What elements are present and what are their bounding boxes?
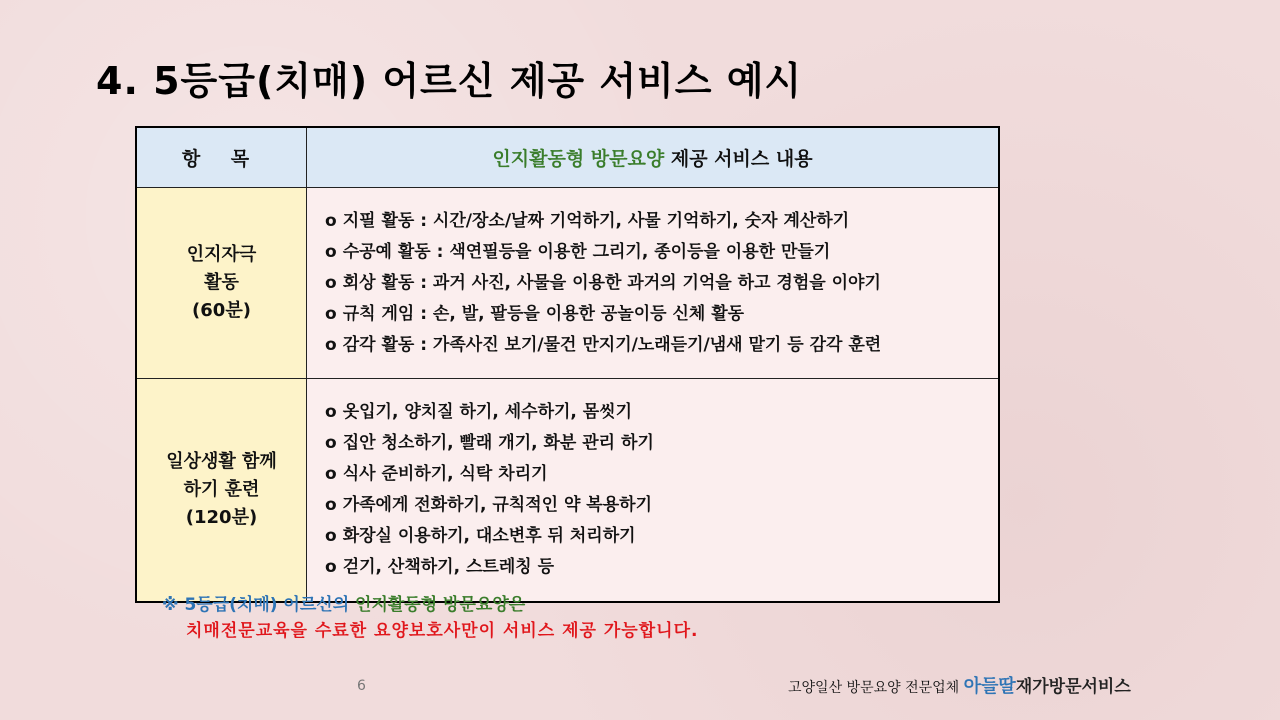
list-item: o 옷입기, 양치질 하기, 세수하기, 몸씻기 bbox=[325, 402, 633, 422]
footnote bbox=[162, 592, 698, 644]
page-number: 6 bbox=[357, 678, 366, 694]
page-title: 4. 5등급(치매) 어르신 제공 서비스 예시 bbox=[96, 59, 803, 103]
header-content-highlight: 인지활동형 방문요양 bbox=[492, 148, 665, 170]
list-item: o 가족에게 전화하기, 규칙적인 약 복용하기 bbox=[325, 495, 652, 515]
list-item: o 지필 활동 : 시간/장소/날짜 기억하기, 사물 기억하기, 숫자 계산하기 bbox=[325, 210, 850, 231]
table-row bbox=[136, 188, 999, 379]
service-table bbox=[135, 126, 1000, 603]
list-item: o 규칙 게임 : 손, 발, 팔등을 이용한 공놀이등 신체 활동 bbox=[325, 303, 745, 324]
list-item: o 걷기, 산책하기, 스트레칭 등 bbox=[325, 557, 555, 577]
row-item-label: 일상생활 함께 하기 훈련 (120분) bbox=[136, 379, 307, 603]
list-item: o 수공예 활동 : 색연필등을 이용한 그리기, 종이등을 이용한 만들기 bbox=[325, 241, 831, 262]
row-item-label: 인지자극 활동 (60분) bbox=[136, 188, 307, 379]
row-content bbox=[307, 379, 1000, 603]
header-content bbox=[307, 127, 1000, 188]
note-text-red: 치매전문교육을 수료한 요양보호사만이 서비스 제공 가능합니다. bbox=[186, 621, 699, 641]
footer-brand bbox=[788, 672, 1131, 698]
table-row bbox=[136, 379, 999, 603]
list-item: o 집안 청소하기, 빨래 개기, 화분 관리 하기 bbox=[325, 433, 654, 453]
note-text-blue: 5등급(치매) 어르신의 bbox=[178, 595, 356, 615]
footer-prefix: 고양일산 방문요양 전문업체 bbox=[788, 680, 964, 696]
list-item: o 감각 활동 : 가족사진 보기/물건 만지기/노래듣기/냄새 맡기 등 감각 훈련 bbox=[325, 334, 882, 355]
header-item: 항 목 bbox=[136, 127, 307, 188]
list-item: o 회상 활동 : 과거 사진, 사물을 이용한 과거의 기억을 하고 경험을 이야기 bbox=[325, 272, 881, 293]
list-item: o 식사 준비하기, 식탁 차리기 bbox=[325, 464, 548, 484]
brand-name-a: 아들딸 bbox=[963, 676, 1016, 697]
note-text-green: 인지활동형 방문요양은 bbox=[355, 595, 526, 615]
table-header-row bbox=[136, 127, 999, 188]
brand-name-b: 재가방문서비스 bbox=[1015, 677, 1131, 697]
list-item: o 화장실 이용하기, 대소변후 뒤 처리하기 bbox=[325, 526, 636, 546]
header-content-text: 제공 서비스 내용 bbox=[664, 148, 813, 170]
row-content bbox=[307, 188, 1000, 379]
note-mark: ※ bbox=[162, 595, 179, 615]
